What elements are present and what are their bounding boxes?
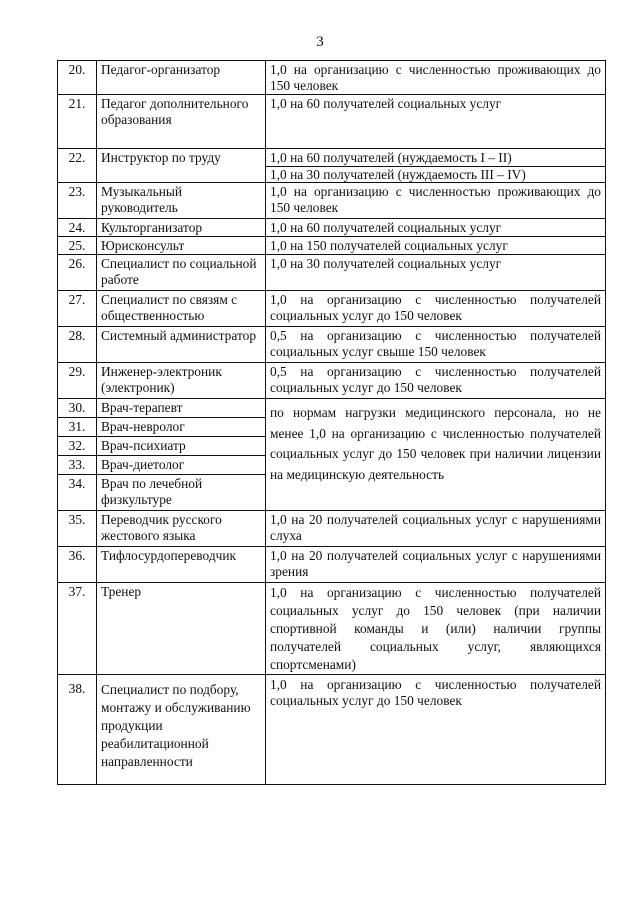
table-row: [58, 511, 606, 547]
position-name: Врач-психиатр: [97, 437, 266, 456]
staffing-norm: 1,0 на организацию с численностью проживающих до 150 человек: [266, 61, 606, 95]
row-number: 38.: [58, 675, 97, 785]
table-row: [58, 327, 606, 363]
staffing-norm: 1,0 на 30 получателей социальных услуг: [266, 255, 606, 291]
row-number: 29.: [58, 363, 97, 399]
row-number: 37.: [58, 583, 97, 675]
staffing-norm: 1,0 на организацию с численностью получателей социальных услуг до 150 человек (при наличии спортивной команды и (или) наличии группы получателей социальных услуг, являющихся спортсменами): [266, 583, 606, 675]
staffing-norm-line: 1,0 на 60 получателей (нуждаемость I – II): [270, 150, 512, 165]
row-number: 36.: [58, 547, 97, 583]
row-number: 20.: [58, 61, 97, 95]
staffing-norm: 1,0 на 150 получателей социальных услуг: [266, 237, 606, 255]
position-name: Специалист по социальной работе: [97, 255, 266, 291]
row-number: 32.: [58, 437, 97, 456]
table-row: [58, 675, 606, 785]
row-number: 23.: [58, 183, 97, 219]
staffing-norm-line: 1,0 на 30 получателей (нуждаемость III – IV): [266, 166, 605, 183]
staffing-norm: 1,0 на организацию с численностью проживающих до 150 человек: [266, 183, 606, 219]
position-name: Специалист по связям с общественностью: [97, 291, 266, 327]
row-number: 33.: [58, 456, 97, 475]
position-name: Врач по лечебной физкультуре: [97, 475, 266, 511]
staffing-norm: 0,5 на организацию с численностью получателей социальных услуг до 150 человек: [266, 363, 606, 399]
row-number: 27.: [58, 291, 97, 327]
position-name: Педагог-организатор: [97, 61, 266, 95]
row-number: 30.: [58, 399, 97, 418]
table-row: [58, 291, 606, 327]
table-row: [58, 183, 606, 219]
position-name: Тренер: [97, 583, 266, 675]
position-name: Врач-невролог: [97, 418, 266, 437]
position-name: Юрисконсульт: [97, 237, 266, 255]
staffing-norm: 1,0 на 60 получателей социальных услуг: [266, 219, 606, 237]
table-row: [58, 399, 606, 418]
staffing-norm: 1,0 на организацию с численностью получателей социальных услуг до 150 человек: [266, 291, 606, 327]
page-number: 3: [316, 34, 324, 50]
doctors-staffing-norm: по нормам нагрузки медицинского персонала, но не менее 1,0 на организацию с численностью получателей социальных услуг до 150 человек при наличии лицензии на медицинскую деятельность: [266, 399, 606, 511]
staffing-norm: 1,0 на 60 получателей социальных услуг: [266, 95, 606, 149]
position-name: Инструктор по труду: [97, 149, 266, 183]
position-name: Переводчик русского жестового языка: [97, 511, 266, 547]
row-number: 34.: [58, 475, 97, 511]
table-row: [58, 547, 606, 583]
position-name: Инженер-электроник (электроник): [97, 363, 266, 399]
table-row: [58, 219, 606, 237]
table-row: [58, 149, 606, 183]
staffing-norm: 1,0 на 20 получателей социальных услуг с нарушениями слуха: [266, 511, 606, 547]
staffing-norm: 1,0 на 20 получателей социальных услуг с нарушениями зрения: [266, 547, 606, 583]
row-number: 26.: [58, 255, 97, 291]
table-row: [58, 255, 606, 291]
row-number: 35.: [58, 511, 97, 547]
row-number: 24.: [58, 219, 97, 237]
staffing-norm: [266, 149, 606, 183]
table-row: [58, 95, 606, 149]
staffing-norms-table: [57, 60, 606, 785]
row-number: 31.: [58, 418, 97, 437]
staffing-norm: 1,0 на организацию с численностью получателей социальных услуг до 150 человек: [266, 675, 606, 785]
table-row: [58, 363, 606, 399]
position-name: Музыкальный руководитель: [97, 183, 266, 219]
staffing-norm: 0,5 на организацию с численностью получателей социальных услуг свыше 150 человек: [266, 327, 606, 363]
row-number: 25.: [58, 237, 97, 255]
row-number: 28.: [58, 327, 97, 363]
table-row: [58, 61, 606, 95]
position-name: Врач-терапевт: [97, 399, 266, 418]
position-name: Системный администратор: [97, 327, 266, 363]
row-number: 21.: [58, 95, 97, 149]
position-name: Педагог дополнительного образования: [97, 95, 266, 149]
table-row: [58, 237, 606, 255]
position-name: Тифлосурдопереводчик: [97, 547, 266, 583]
row-number: 22.: [58, 149, 97, 183]
position-name: Специалист по подбору, монтажу и обслуживанию продукции реабилитационной направленности: [97, 675, 266, 785]
table-row: [58, 583, 606, 675]
position-name: Врач-диетолог: [97, 456, 266, 475]
position-name: Культорганизатор: [97, 219, 266, 237]
